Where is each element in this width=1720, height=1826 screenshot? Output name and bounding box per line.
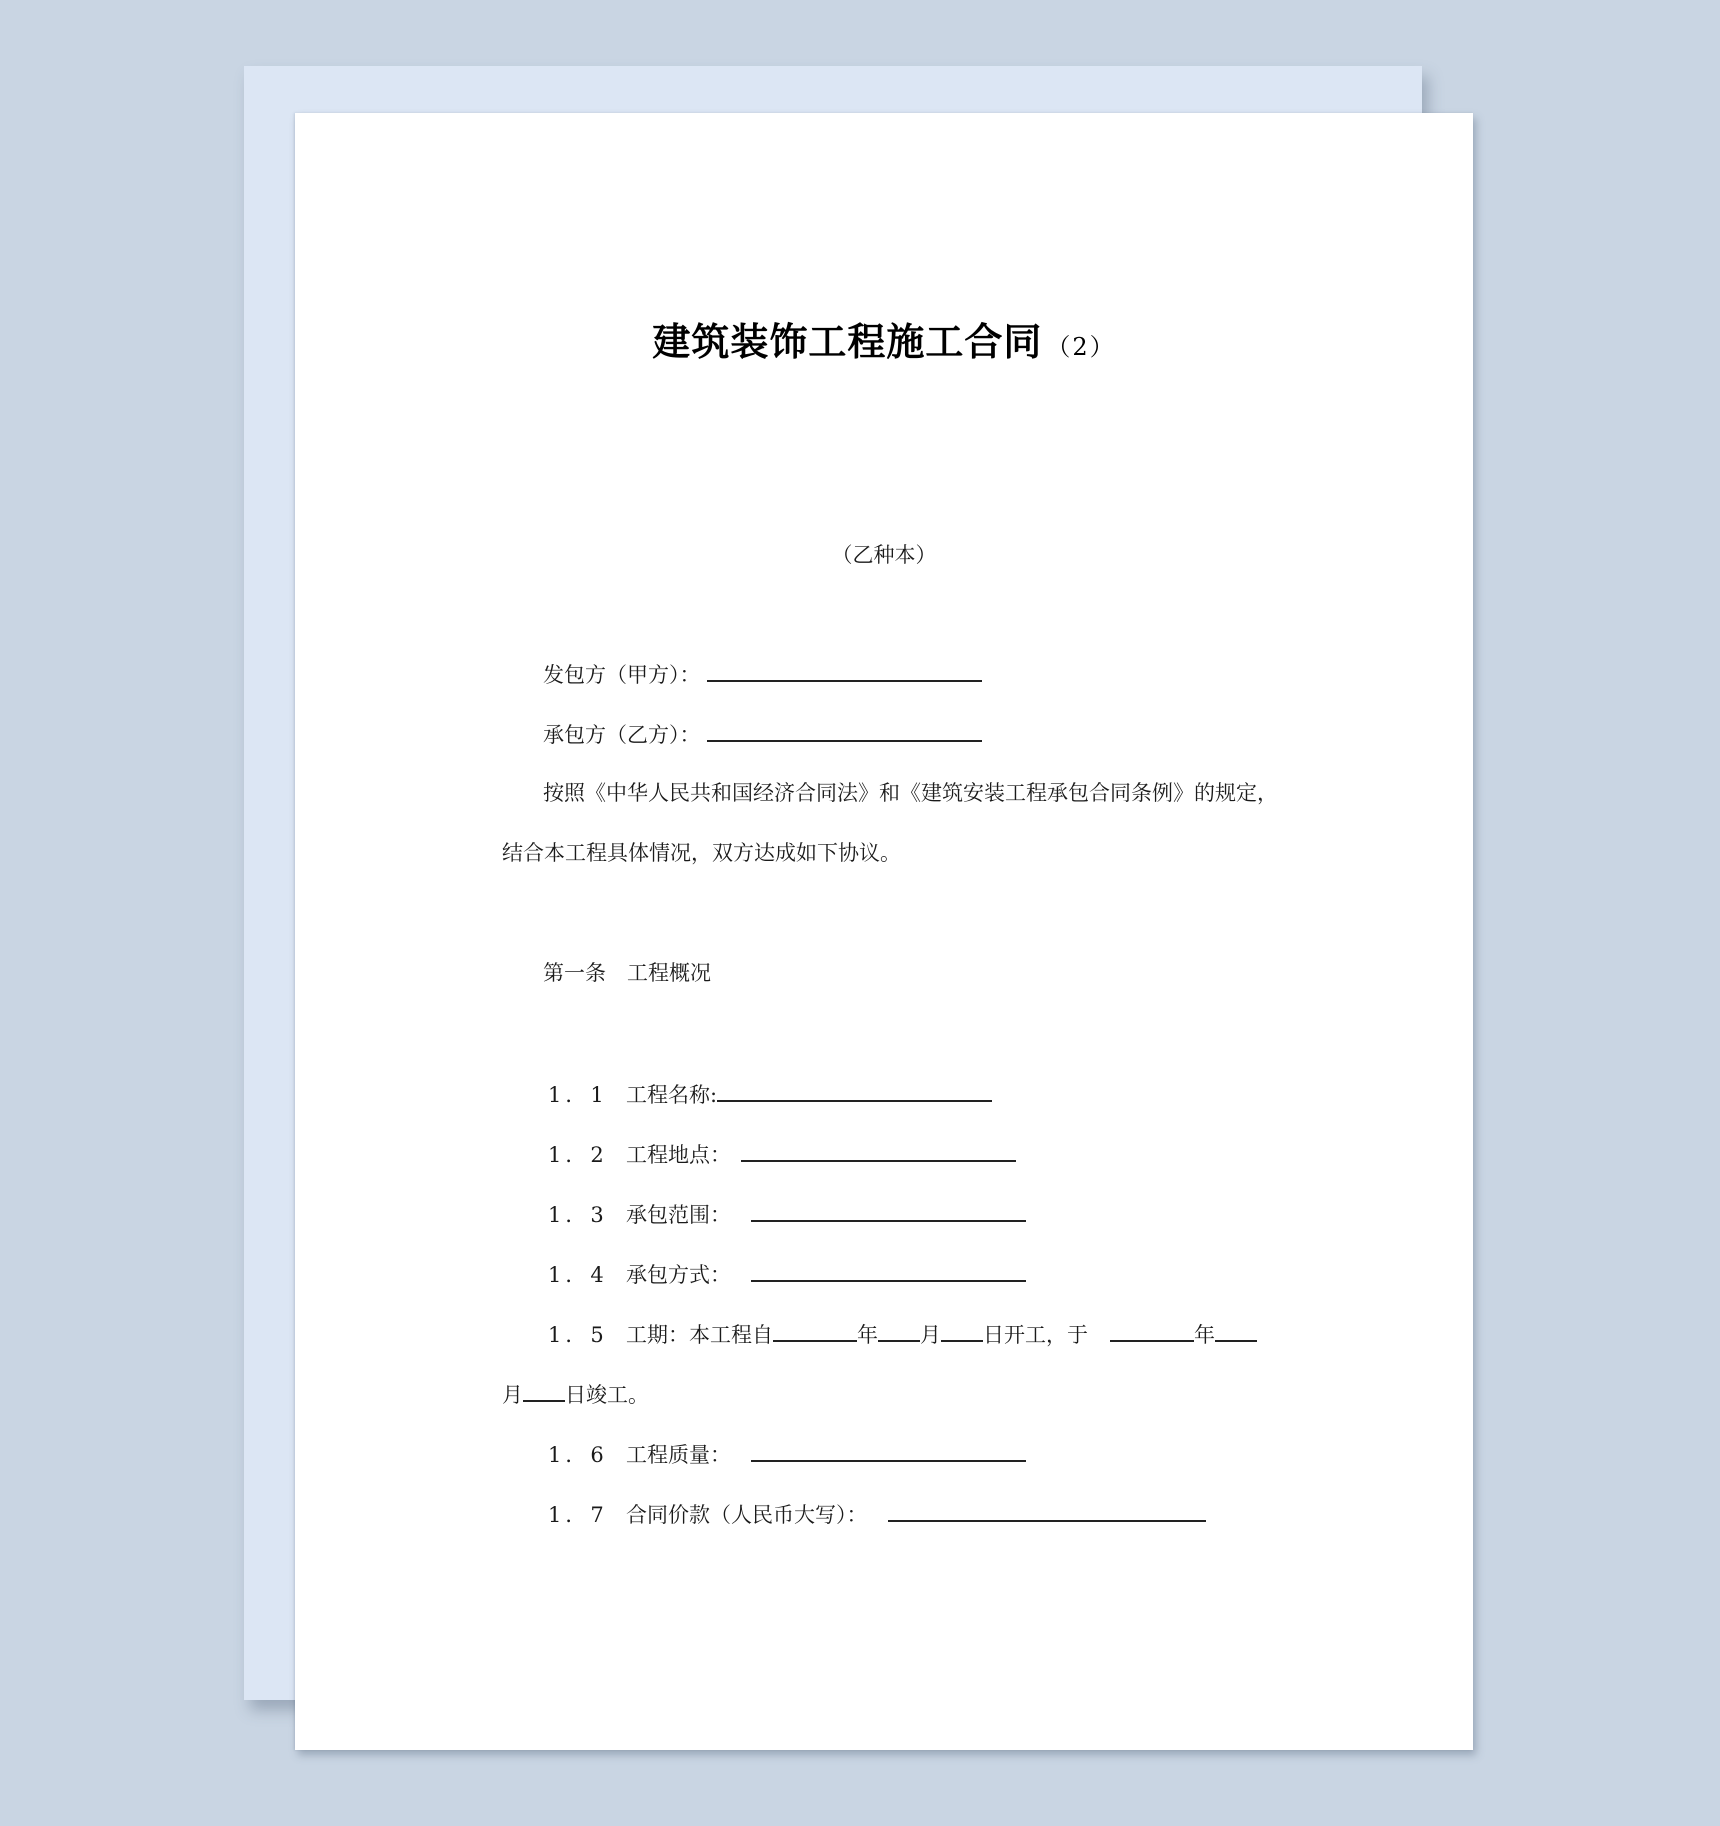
item-number: 1．7 [548,1503,608,1527]
document-page [295,113,1473,1750]
project-quality-field[interactable] [751,1438,1026,1462]
contract-method-field[interactable] [751,1258,1026,1282]
start-month-field[interactable] [878,1318,920,1342]
item-1-4 [548,1258,1026,1290]
item-label: 合同价款（人民币大写）： [626,1503,868,1527]
title-suffix: （2） [1046,333,1116,361]
end-month-field[interactable] [1215,1318,1257,1342]
project-name-field[interactable] [717,1078,992,1102]
item-number: 1．3 [548,1203,608,1227]
section-heading: 第一条 工程概况 [543,961,711,985]
document-title [295,311,1473,366]
end-day-field[interactable] [523,1378,565,1402]
item-label: 工程质量： [626,1443,731,1467]
end-year-field[interactable] [1110,1318,1194,1342]
item-label: 承包范围： [626,1203,731,1227]
item-1-2 [548,1138,1016,1170]
party-b-field[interactable] [707,718,982,742]
month-label: 月 [502,1383,523,1407]
item-number: 1．1 [548,1083,608,1107]
item-1-5-continuation [502,1378,649,1410]
title-text: 建筑装饰工程施工合同 [652,320,1043,364]
end-day-label: 日竣工。 [565,1383,649,1407]
start-day-label: 日开工，于 [983,1323,1088,1347]
item-1-7 [548,1498,1206,1530]
year-label: 年 [857,1323,878,1347]
start-year-field[interactable] [773,1318,857,1342]
item-label: 工程名称: [626,1083,718,1107]
contract-price-field[interactable] [888,1498,1206,1522]
item-label: 承包方式： [626,1263,731,1287]
item-number: 1．2 [548,1143,608,1167]
party-b-label: 承包方（乙方）： [543,723,701,747]
item-label: 工程地点： [626,1143,731,1167]
item-1-6 [548,1438,1026,1470]
preamble-line-1: 按照《中华人民共和国经济合同法》和《建筑安装工程承包合同条例》的规定， [543,781,1278,805]
item-number: 1．4 [548,1263,608,1287]
year-label: 年 [1194,1323,1215,1347]
project-location-field[interactable] [741,1138,1016,1162]
contract-scope-field[interactable] [751,1198,1026,1222]
item-1-5 [548,1318,1257,1350]
item-number: 1．6 [548,1443,608,1467]
item-label: 工期：本工程自 [626,1323,773,1347]
party-a-field[interactable] [707,658,982,682]
preamble-line-2: 结合本工程具体情况，双方达成如下协议。 [502,841,901,865]
item-1-1 [548,1078,992,1110]
item-number: 1．5 [548,1323,608,1347]
party-b-line [543,718,982,750]
item-1-3 [548,1198,1026,1230]
party-a-line [543,658,982,690]
start-day-field[interactable] [941,1318,983,1342]
document-subtitle: （乙种本） [831,543,937,567]
party-a-label: 发包方（甲方）： [543,663,701,687]
month-label: 月 [920,1323,941,1347]
